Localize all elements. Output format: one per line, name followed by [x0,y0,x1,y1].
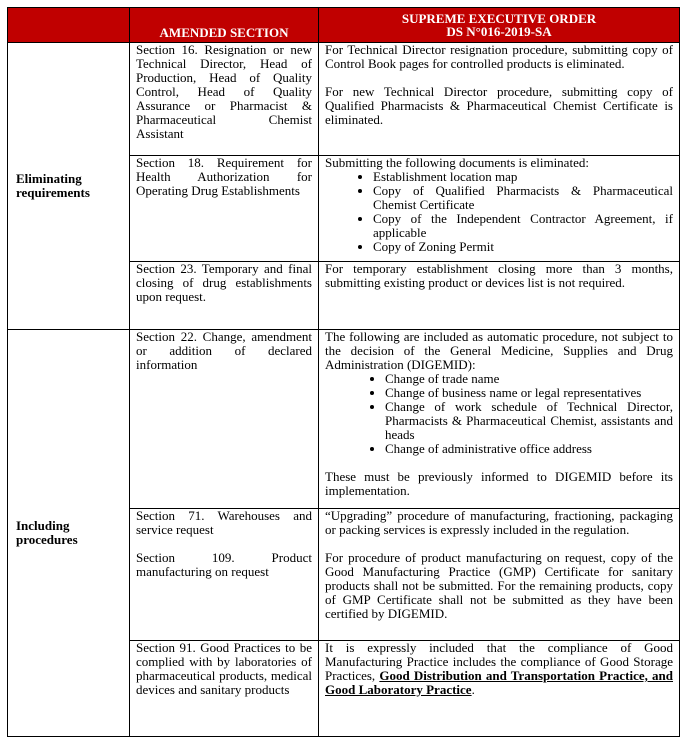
list-item: • Change of business name or legal representatives [385,386,673,400]
order-paragraph: For procedure of product manufacturing on request, copy of the Good Manufacturing Practice (GMP) Certificate for sanitary products shall not be submitted. For the remaining products, copy of GMP Certificate shall not be submitted as they have been certified by DIGEMID. [325,550,673,621]
list-item: • Change of trade name [385,372,673,386]
header-supreme-executive-order [319,8,680,43]
order-text-end: . [471,682,475,697]
list-item: • Change of administrative office address [385,442,673,456]
header-blank-cell [8,8,130,43]
order-description-cell [319,641,680,737]
table-row [8,330,680,509]
amendments-table [7,7,680,737]
amended-section-cell: Section 91. Good Practices to be complied with by laboratories of pharmaceutical products, medical devices and sanitary products [130,641,319,737]
list-item: • Copy of Zoning Permit [373,240,673,254]
order-paragraph: “Upgrading” procedure of manufacturing, fractioning, packaging or packing services is expressly included in the regulation. [325,508,673,537]
category-eliminating-requirements: Eliminating requirements [8,43,130,330]
category-including-procedures: Including procedures [8,330,130,737]
header-order-number: DS N°016-2019-SA [446,24,552,39]
header-amended-section: AMENDED SECTION [130,8,319,43]
automatic-procedures-list [325,372,673,456]
header-order-title: SUPREME EXECUTIVE ORDER [401,11,597,26]
list-item: • Establishment location map [373,170,673,184]
section-label: Section 71. Warehouses and service request [136,508,312,537]
order-outro: These must be previously informed to DIGEMID before its implementation. [325,469,673,498]
order-text: It is expressly included that the compliance of Good Manufacturing Practice includes the compliance of Good Storage Practices, [325,640,673,683]
amended-section-cell: Section 18. Requirement for Health Authorization for Operating Drug Establishments [130,156,319,262]
order-description-cell [319,330,680,509]
table-header-row [8,8,680,43]
order-text-emphasis: Good Distribution and Transportation Practice, and Good Laboratory Practice [325,668,674,697]
eliminated-documents-list [325,170,673,254]
amended-section-cell: Section 16. Resignation or new Technical Director, Head of Production, Head of Quality Control, Head of Quality Assurance or Pharmacist & Pharmaceutical Chemist Assistant [130,43,319,156]
amended-section-cell: Section 22. Change, amendment or addition of declared information [130,330,319,509]
order-description-cell [319,156,680,262]
order-paragraph: For new Technical Director procedure, submitting copy of Qualified Pharmacists & Pharmaceutical Chemist Certificate is eliminated. [325,84,673,127]
order-description-cell: For temporary establishment closing more than 3 months, submitting existing product or devices list is not required. [319,262,680,330]
order-description-cell [319,43,680,156]
table-row [8,43,680,156]
order-intro: The following are included as automatic procedure, not subject to the decision of the General Medicine, Supplies and Drug Administration (DIGEMID): [325,329,673,372]
list-item: • Change of work schedule of Technical Director, Pharmacists & Pharmaceutical Chemist, assistants and heads [385,400,673,442]
section-label: Section 109. Product manufacturing on request [136,550,312,579]
order-paragraph: For Technical Director resignation procedure, submitting copy of Control Book pages for controlled products is eliminated. [325,42,673,71]
list-item: • Copy of Qualified Pharmacists & Pharmaceutical Chemist Certificate [373,184,673,212]
order-intro: Submitting the following documents is eliminated: [325,155,589,170]
amended-section-cell [130,509,319,641]
list-item: • Copy of the Independent Contractor Agreement, if applicable [373,212,673,240]
order-description-cell [319,509,680,641]
amended-section-cell: Section 23. Temporary and final closing of drug establishments upon request. [130,262,319,330]
